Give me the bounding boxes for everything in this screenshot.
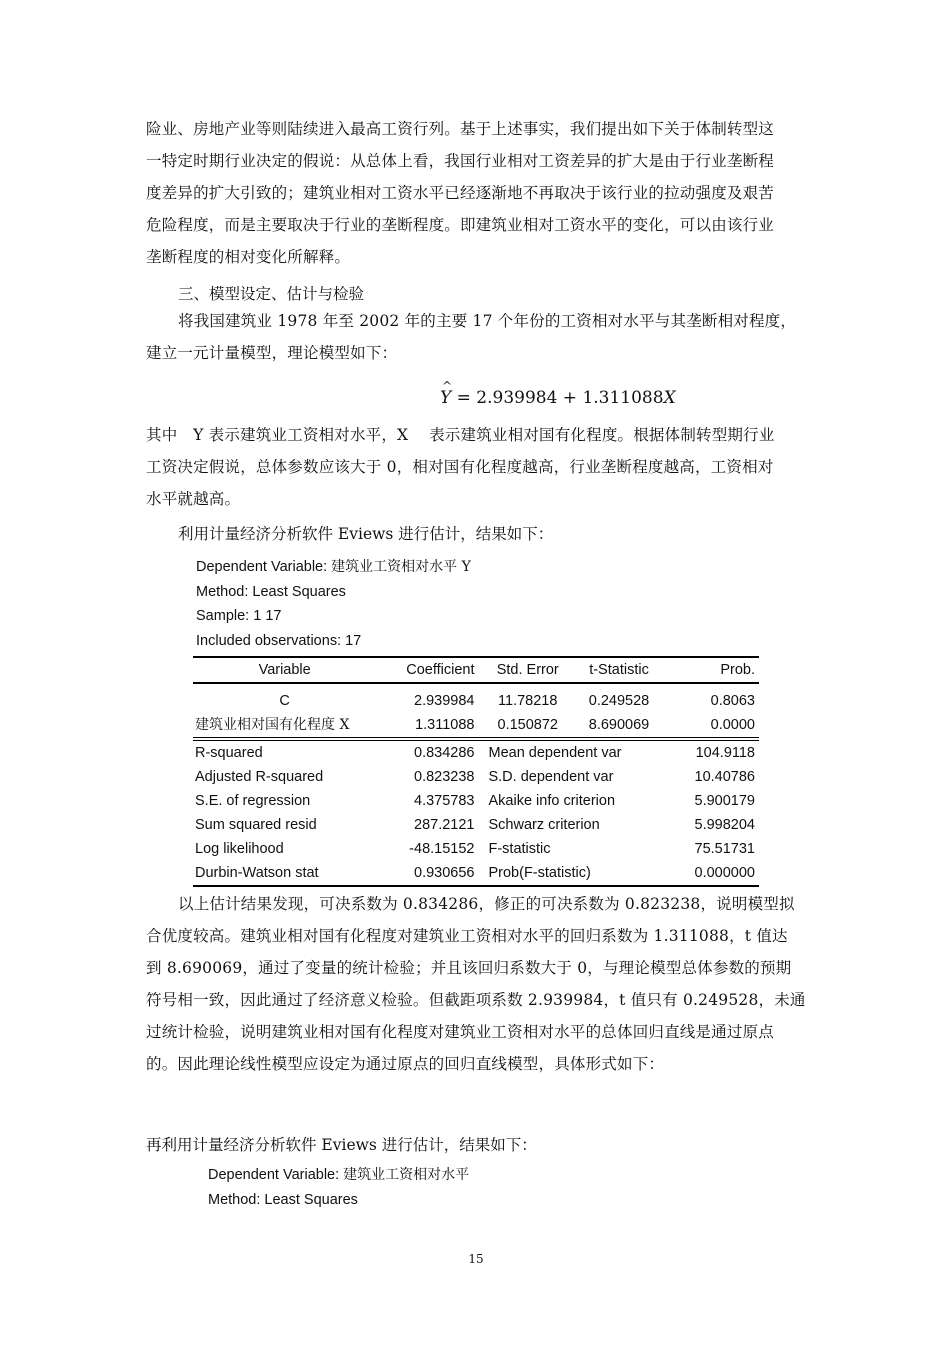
stat-value: 0.930656 <box>414 865 475 881</box>
stat-value: 4.375783 <box>414 793 475 809</box>
variable-cell: 建筑业相对国有化程度 X <box>195 717 350 733</box>
header-coefficient: Coefficient <box>406 662 475 678</box>
method-line: Method: Least Squares <box>208 1191 358 1208</box>
header-prob: Prob. <box>720 662 755 678</box>
method-line: Method: Least Squares <box>196 583 346 600</box>
formula-var: X <box>663 388 676 408</box>
stat-value: 287.2121 <box>414 817 475 833</box>
text-line: 符号相一致，因此通过了经济意义检验。但截距项系数 2.939984，t 值只有 0.249528，未通 <box>146 991 806 1009</box>
stat-value: 104.9118 <box>661 741 759 766</box>
dep-label: Dependent Variable: <box>196 559 332 575</box>
text-line: 其中 Y 表示建筑业工资相对水平，X 表示建筑业相对国有化程度。根据体制转型期行业 <box>146 426 775 444</box>
stat-label: Log likelihood <box>195 841 284 857</box>
text-line: 水平就越高。 <box>146 490 241 508</box>
stat-label: Prob(F-statistic) <box>488 865 591 881</box>
header-std-error: Std. Error <box>496 662 559 678</box>
prob-cell: 0.0000 <box>710 717 755 733</box>
text-line: 度差异的扩大引致的；建筑业相对工资水平已经逐渐地不再取决于该行业的拉动强度及艰苦 <box>146 184 775 202</box>
text-line: 垄断程度的相对变化所解释。 <box>146 248 351 266</box>
observations-line: Included observations: 17 <box>196 632 362 649</box>
paragraph-hypothesis <box>146 113 810 273</box>
coefficient-cell: 1.311088 <box>415 717 475 733</box>
regression-formula <box>440 388 676 408</box>
stat-value: 0.834286 <box>376 741 478 766</box>
stat-label: Schwarz criterion <box>488 817 600 833</box>
eviews-output-header <box>196 555 471 653</box>
text-line: 过统计检验，说明建筑业相对国有化程度对建筑业工资相对水平的总体回归直线是通过原点 <box>146 1023 775 1041</box>
formula-lhs: ^ Y <box>440 388 451 408</box>
stats-row <box>193 861 759 886</box>
text-line: 建立一元计量模型，理论模型如下： <box>146 344 398 362</box>
paragraph-eviews-intro: 利用计量经济分析软件 Eviews 进行估计，结果如下： <box>178 525 554 543</box>
t-statistic-cell: 0.249528 <box>588 693 650 709</box>
text-line: 将我国建筑业 1978 年至 2002 年的主要 17 个年份的工资相对水平与其垄断相对程度， <box>178 312 797 330</box>
paragraph-results-discussion <box>146 888 810 1080</box>
paragraph-model-intro <box>146 305 810 369</box>
section-heading: 三、模型设定、估计与检验 <box>178 285 365 303</box>
coefficient-cell: 2.939984 <box>414 693 475 709</box>
std-error-cell: 0.150872 <box>497 717 558 733</box>
formula-rhs: = 2.939984 + 1.311088 <box>451 388 664 408</box>
paragraph-variable-definition <box>146 419 810 515</box>
stat-value: 10.40786 <box>694 769 755 785</box>
variable-cell: C <box>279 693 290 709</box>
table-row <box>193 689 759 713</box>
stat-label: S.E. of regression <box>195 793 311 809</box>
t-statistic-cell: 8.690069 <box>588 717 650 733</box>
stats-row <box>193 837 759 861</box>
stat-label: Durbin-Watson stat <box>195 865 319 881</box>
prob-cell: 0.8063 <box>710 693 755 709</box>
std-error-cell: 11.78218 <box>498 693 558 709</box>
stats-row <box>193 789 759 813</box>
stat-value: 75.51731 <box>694 841 755 857</box>
text-line: 险业、房地产业等则陆续进入最高工资行列。基于上述事实，我们提出如下关于体制转型这 <box>146 120 775 138</box>
paragraph-eviews-second: 再利用计量经济分析软件 Eviews 进行估计，结果如下： <box>146 1136 537 1154</box>
stat-value: 5.998204 <box>694 817 755 833</box>
dependent-variable-line <box>196 555 471 580</box>
stat-label: F-statistic <box>488 841 551 857</box>
sample-line: Sample: 1 17 <box>196 608 282 624</box>
stat-value: -48.15152 <box>409 841 475 857</box>
stats-row <box>193 765 759 789</box>
header-variable: Variable <box>258 662 311 678</box>
stat-value: 0.823238 <box>414 769 475 785</box>
stat-value: 0.000000 <box>694 865 755 881</box>
table-row <box>193 713 759 738</box>
text-line: 一特定时期行业决定的假说：从总体上看，我国行业相对工资差异的扩大是由于行业垄断程 <box>146 152 775 170</box>
stat-label: Adjusted R-squared <box>195 769 324 785</box>
page-number: 15 <box>468 1252 484 1266</box>
text-line: 危险程度，而是主要取决于行业的垄断程度。即建筑业相对工资水平的变化，可以由该行业 <box>146 216 775 234</box>
stat-label: Mean dependent var <box>478 741 661 766</box>
dep-value: 建筑业工资相对水平 Y <box>331 559 471 575</box>
text-line: 工资决定假说，总体参数应该大于 0，相对国有化程度越高，行业垄断程度越高，工资相对 <box>146 458 774 476</box>
stat-value: 5.900179 <box>694 793 755 809</box>
regression-results-table <box>193 656 759 887</box>
stat-label: R-squared <box>193 741 376 766</box>
dep-value: 建筑业工资相对水平 <box>343 1167 470 1183</box>
stat-label: Sum squared resid <box>195 817 317 833</box>
stats-row <box>193 813 759 837</box>
dep-label: Dependent Variable: <box>208 1167 344 1183</box>
stats-row <box>193 741 759 766</box>
header-t-statistic: t-Statistic <box>589 662 649 678</box>
dependent-variable-line <box>208 1163 469 1188</box>
text-line: 合优度较高。建筑业相对国有化程度对建筑业工资相对水平的回归系数为 1.311088，t 值达 <box>146 927 788 945</box>
eviews-output-second <box>208 1163 469 1212</box>
table-header-row <box>193 657 759 683</box>
stat-label: Akaike info criterion <box>488 793 616 809</box>
text-line: 到 8.690069，通过了变量的统计检验；并且该回归系数大于 0，与理论模型总体参数的预期 <box>146 959 792 977</box>
text-line: 以上估计结果发现，可决系数为 0.834286，修正的可决系数为 0.823238，说明模型拟 <box>178 895 795 913</box>
stat-label: S.D. dependent var <box>488 769 614 785</box>
text-line: 的。因此理论线性模型应设定为通过原点的回归直线模型，具体形式如下： <box>146 1055 665 1073</box>
